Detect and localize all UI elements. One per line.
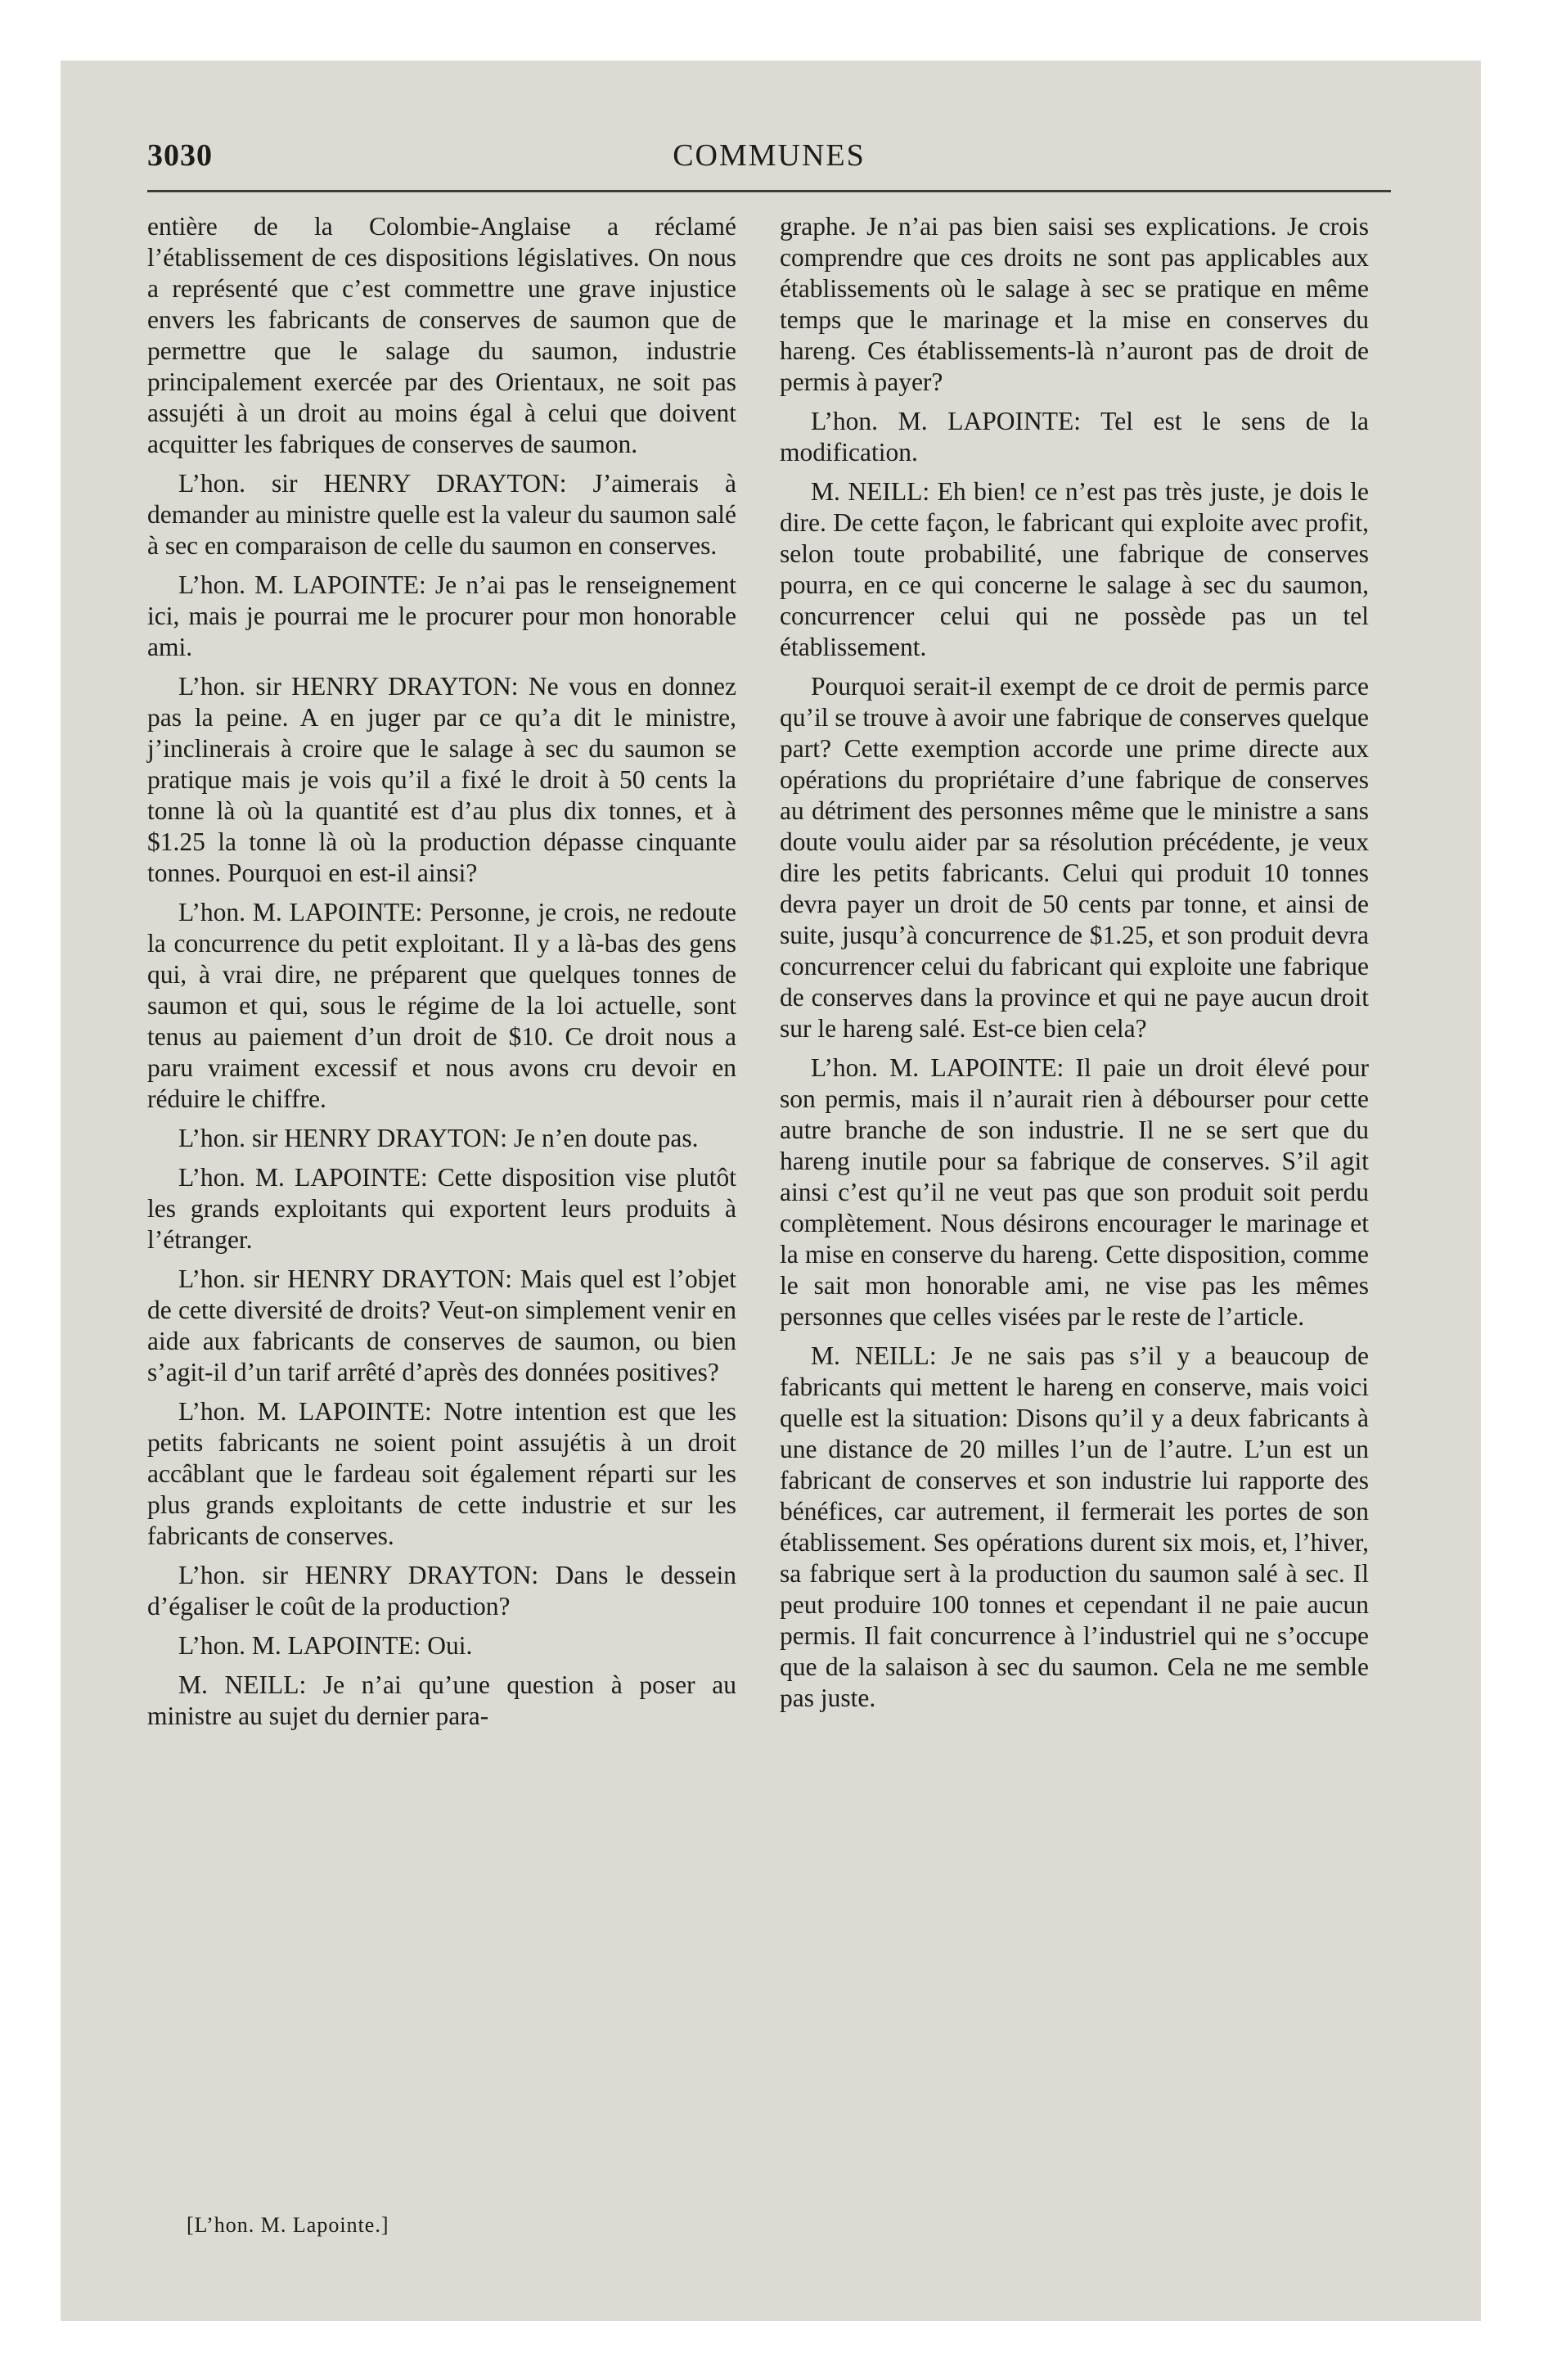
page-title: COMMUNES — [673, 138, 866, 173]
speaker-footnote: [L’hon. M. Lapointe.] — [187, 2213, 389, 2237]
paragraph: L’hon. M. LAPOINTE: Il paie un droit élevé pour son permis, mais il n’aurait rien à débourser pour cette autre branche de son industrie. Il ne se sert que du hareng inutile pour sa fabrique de conserves. S’il agit ainsi c’est qu’il ne veut pas que son produit soit perdu complètement. Nous désirons encourager le marinage et la mise en conserve du hareng. Cette disposition, comme le sait mon honorable ami, ne vise pas les mêmes personnes que celles visées par le reste de l’article. — [780, 1053, 1369, 1331]
paragraph: entière de la Colombie-Anglaise a réclamé l’établissement de ces dispositions législatives. On nous a représenté que c’est commettre une grave injustice envers les fabricants de conserves de saumon que de permettre que le salage du saumon, industrie principalement exercée par des Orientaux, ne soit pas assujéti à un droit au moins égal à celui que doivent acquitter les fabriques de conserves de saumon. — [147, 212, 736, 458]
paragraph: L’hon. sir HENRY DRAYTON: Mais quel est l’objet de cette diversité de droits? Veut-on simplement venir en aide aux fabricants de conserves de saumon, ou bien s’agit-il d’un tarif arrêté d’après des données positives? — [147, 1264, 736, 1386]
paragraph: L’hon. M. LAPOINTE: Cette disposition vise plutôt les grands exploitants qui exportent leurs produits à l’étranger. — [147, 1163, 736, 1254]
paragraph: L’hon. M. LAPOINTE: Personne, je crois, ne redoute la concurrence du petit exploitant. Il y a là-bas des gens qui, à vrai dire, ne préparent que quelques tonnes de saumon et qui, sous le régime de la loi actuelle, sont tenus au paiement d’un droit de $10. Ce droit nous a paru vraiment excessif et nous avons cru devoir en réduire le chiffre. — [147, 898, 736, 1113]
paragraph: L’hon. M. LAPOINTE: Tel est le sens de la modification. — [780, 407, 1369, 467]
header-rule — [147, 190, 1391, 192]
paragraph: L’hon. sir HENRY DRAYTON: J’aimerais à demander au ministre quelle est la valeur du saumon salé à sec en comparaison de celle du saumon en conserves. — [147, 469, 736, 560]
paragraph: L’hon. sir HENRY DRAYTON: Dans le dessein d’égaliser le coût de la production? — [147, 1561, 736, 1620]
paragraph: L’hon. sir HENRY DRAYTON: Ne vous en donnez pas la peine. A en juger par ce qu’a dit le ministre, j’inclinerais à croire que le salage à sec du saumon se pratique mais je vois qu’il a fixé le droit à 50 cents la tonne là où la quantité est d’au plus dix tonnes, et à $1.25 la tonne là où la production dépasse cinquante tonnes. Pourquoi en est-il ainsi? — [147, 672, 736, 887]
paragraph: L’hon. M. LAPOINTE: Notre intention est que les petits fabricants ne soient point assujétis à un droit accâblant que le fardeau soit également réparti sur les plus grands exploitants de cette industrie et sur les fabricants de conserves. — [147, 1397, 736, 1550]
page-header — [147, 131, 1391, 177]
paragraph: L’hon. M. LAPOINTE: Oui. — [178, 1631, 473, 1660]
paragraph: M. NEILL: Je ne sais pas s’il y a beaucoup de fabricants qui mettent le hareng en conserve, mais voici quelle est la situation: Disons qu’il y a deux fabricants à une distance de 20 milles l’un de l’autre. L’un est un fabricant de conserves et son industrie lui rapporte des bénéfices, car autrement, il fermerait les portes de son établissement. Ses opérations durent six mois, et, l’hiver, sa fabrique sert à la production du saumon salé à sec. Il peut produire 100 tonnes et cependant il ne paie aucun permis. Il fait concurrence à l’industriel qui ne s’occupe que de la salaison à sec du saumon. Cela ne me semble pas juste. — [780, 1341, 1369, 1712]
right-column — [780, 211, 1369, 1722]
left-column — [147, 211, 736, 1740]
page-number: 3030 — [147, 138, 213, 173]
paragraph: L’hon. sir HENRY DRAYTON: Je n’en doute pas. — [178, 1124, 699, 1152]
paragraph: graphe. Je n’ai pas bien saisi ses explications. Je crois comprendre que ces droits ne sont pas applicables aux établissements où le salage à sec se pratique en même temps que le marinage et la mise en conserves du hareng. Ces établissements-là n’auront pas de droit de permis à payer? — [780, 212, 1369, 396]
paragraph: L’hon. M. LAPOINTE: Je n’ai pas le renseignement ici, mais je pourrai me le procurer pour mon honorable ami. — [147, 570, 736, 661]
paragraph: Pourquoi serait-il exempt de ce droit de permis parce qu’il se trouve à avoir une fabrique de conserves quelque part? Cette exemption accorde une prime directe aux opérations du propriétaire d’une fabrique de conserves au détriment des personnes même que le ministre a sans doute voulu aider par sa résolution précédente, je veux dire les petits fabricants. Celui qui produit 10 tonnes devra payer un droit de 50 cents par tonne, et ainsi de suite, jusqu’à concurrence de $1.25, et son produit devra concurrencer celui du fabricant qui exploite une fabrique de conserves dans la province et qui ne paye aucun droit sur le hareng salé. Est-ce bien cela? — [780, 672, 1369, 1043]
paragraph: M. NEILL: Eh bien! ce n’est pas très juste, je dois le dire. De cette façon, le fabricant qui exploite avec profit, selon toute probabilité, une fabrique de conserves pourra, en ce qui concerne le salage à sec du saumon, concurrencer celui qui ne possède pas un tel établissement. — [780, 477, 1369, 661]
paragraph: M. NEILL: Je n’ai qu’une question à poser au ministre au sujet du dernier para- — [147, 1670, 736, 1730]
